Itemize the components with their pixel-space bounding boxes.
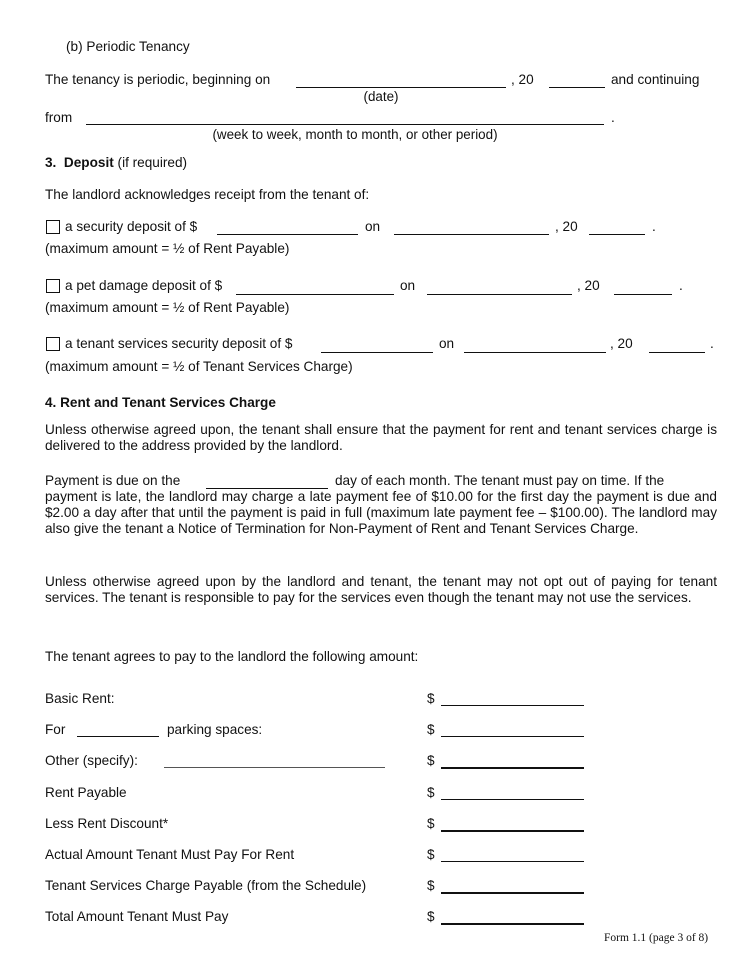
start-year-field[interactable] — [549, 87, 605, 88]
year-prefix: , 20 — [511, 72, 534, 87]
other-label: Other (specify): — [45, 753, 138, 768]
services-deposit-note: (maximum amount = ½ of Tenant Services Charge) — [45, 359, 353, 374]
other-dollar: $ — [427, 753, 435, 768]
total-amount-dollar: $ — [427, 909, 435, 924]
rent-discount-dollar: $ — [427, 816, 435, 831]
pet-deposit-end: . — [679, 278, 683, 293]
from-label: from — [45, 110, 73, 125]
basic-rent-label: Basic Rent: — [45, 691, 115, 706]
services-deposit-on: on — [439, 336, 455, 351]
parking-label-b: parking spaces: — [167, 722, 263, 737]
rent-payable-field[interactable] — [441, 799, 584, 800]
services-deposit-date-field[interactable] — [464, 352, 606, 353]
date-caption: (date) — [363, 89, 399, 104]
pet-deposit-label: a pet damage deposit of $ — [65, 278, 223, 293]
rent-payable-label: Rent Payable — [45, 785, 127, 800]
start-date-field[interactable] — [296, 87, 506, 88]
total-amount-field[interactable] — [441, 923, 584, 925]
security-deposit-on: on — [365, 219, 381, 234]
services-deposit-checkbox[interactable] — [46, 337, 60, 351]
actual-rent-label: Actual Amount Tenant Must Pay For Rent — [45, 847, 295, 862]
services-charge-dollar: $ — [427, 878, 435, 893]
deposit-heading — [45, 155, 187, 170]
pet-deposit-on: on — [400, 278, 416, 293]
other-amount-field[interactable] — [441, 767, 584, 769]
pet-deposit-year-field[interactable] — [614, 294, 672, 295]
basic-rent-field[interactable] — [441, 705, 584, 706]
rent-discount-label: Less Rent Discount* — [45, 816, 169, 831]
services-charge-field[interactable] — [441, 892, 584, 894]
deposit-intro: The landlord acknowledges receipt from the tenant of: — [45, 187, 370, 202]
other-specify-field[interactable] — [164, 767, 385, 768]
actual-rent-dollar: $ — [427, 847, 435, 862]
pet-deposit-note: (maximum amount = ½ of Rent Payable) — [45, 300, 290, 315]
total-amount-label: Total Amount Tenant Must Pay — [45, 909, 229, 924]
pet-deposit-checkbox[interactable] — [46, 279, 60, 293]
security-deposit-year-field[interactable] — [589, 234, 645, 235]
actual-rent-field[interactable] — [441, 861, 584, 862]
rent-para-agrees: The tenant agrees to pay to the landlord the following amount: — [45, 649, 419, 664]
services-deposit-amount-field[interactable] — [321, 352, 433, 353]
security-deposit-end: . — [652, 219, 656, 234]
rent-para-due-b: day of each month. The tenant must pay on time. If the — [335, 473, 665, 488]
pet-deposit-year-prefix: , 20 — [577, 278, 600, 293]
services-deposit-year-prefix: , 20 — [610, 336, 633, 351]
deposit-number: 3. — [45, 155, 57, 170]
periodic-tenancy-heading: (b) Periodic Tenancy — [66, 39, 190, 54]
rent-para-due-a: Payment is due on the — [45, 473, 181, 488]
services-deposit-label: a tenant services security deposit of $ — [65, 336, 293, 351]
period-caption: (week to week, month to month, or other period) — [212, 127, 498, 142]
services-charge-label: Tenant Services Charge Payable (from the Schedule) — [45, 878, 367, 893]
basic-rent-dollar: $ — [427, 691, 435, 706]
services-deposit-end: . — [710, 336, 714, 351]
form-page-footer: Form 1.1 (page 3 of 8) — [604, 932, 709, 944]
security-deposit-year-prefix: , 20 — [555, 219, 578, 234]
period-end: . — [611, 110, 615, 125]
security-deposit-note: (maximum amount = ½ of Rent Payable) — [45, 241, 290, 256]
services-deposit-year-field[interactable] — [649, 352, 705, 353]
rent-para-opt-out: Unless otherwise agreed upon by the landlord and tenant, the tenant may not opt out of paying for tenant services. The tenant is responsible to pay for the services even though the tenant may not use the services. — [45, 574, 717, 605]
rent-discount-field[interactable] — [441, 830, 584, 832]
security-deposit-amount-field[interactable] — [217, 234, 358, 235]
parking-count-field[interactable] — [77, 736, 159, 737]
parking-label-a: For — [45, 722, 66, 737]
rent-para-late-fee: payment is late, the landlord may charge a late payment fee of $10.00 for the first day the payment is due and $2.00 a day after that until the payment is paid in full (maximum late payment fee – $100.00). The landlord may also give the tenant a Notice of Termination for Non-Payment of Rent and Tenant Services Charge. — [45, 489, 717, 536]
deposit-title-note: (if required) — [117, 155, 188, 170]
security-deposit-date-field[interactable] — [394, 234, 549, 235]
deposit-title: Deposit — [63, 155, 114, 170]
rent-payable-dollar: $ — [427, 785, 435, 800]
parking-amount-field[interactable] — [441, 736, 584, 737]
security-deposit-checkbox[interactable] — [46, 220, 60, 234]
continuing-text: and continuing — [611, 72, 700, 87]
rent-heading: 4. Rent and Tenant Services Charge — [45, 395, 276, 410]
periodic-sentence-start: The tenancy is periodic, beginning on — [45, 72, 271, 87]
pet-deposit-date-field[interactable] — [427, 294, 572, 295]
rent-para-delivery: Unless otherwise agreed upon, the tenant shall ensure that the payment for rent and tenant services charge is delivered to the address provided by the landlord. — [45, 422, 717, 453]
pet-deposit-amount-field[interactable] — [236, 294, 394, 295]
period-field[interactable] — [86, 124, 604, 125]
parking-dollar: $ — [427, 722, 435, 737]
security-deposit-label: a security deposit of $ — [65, 219, 198, 234]
